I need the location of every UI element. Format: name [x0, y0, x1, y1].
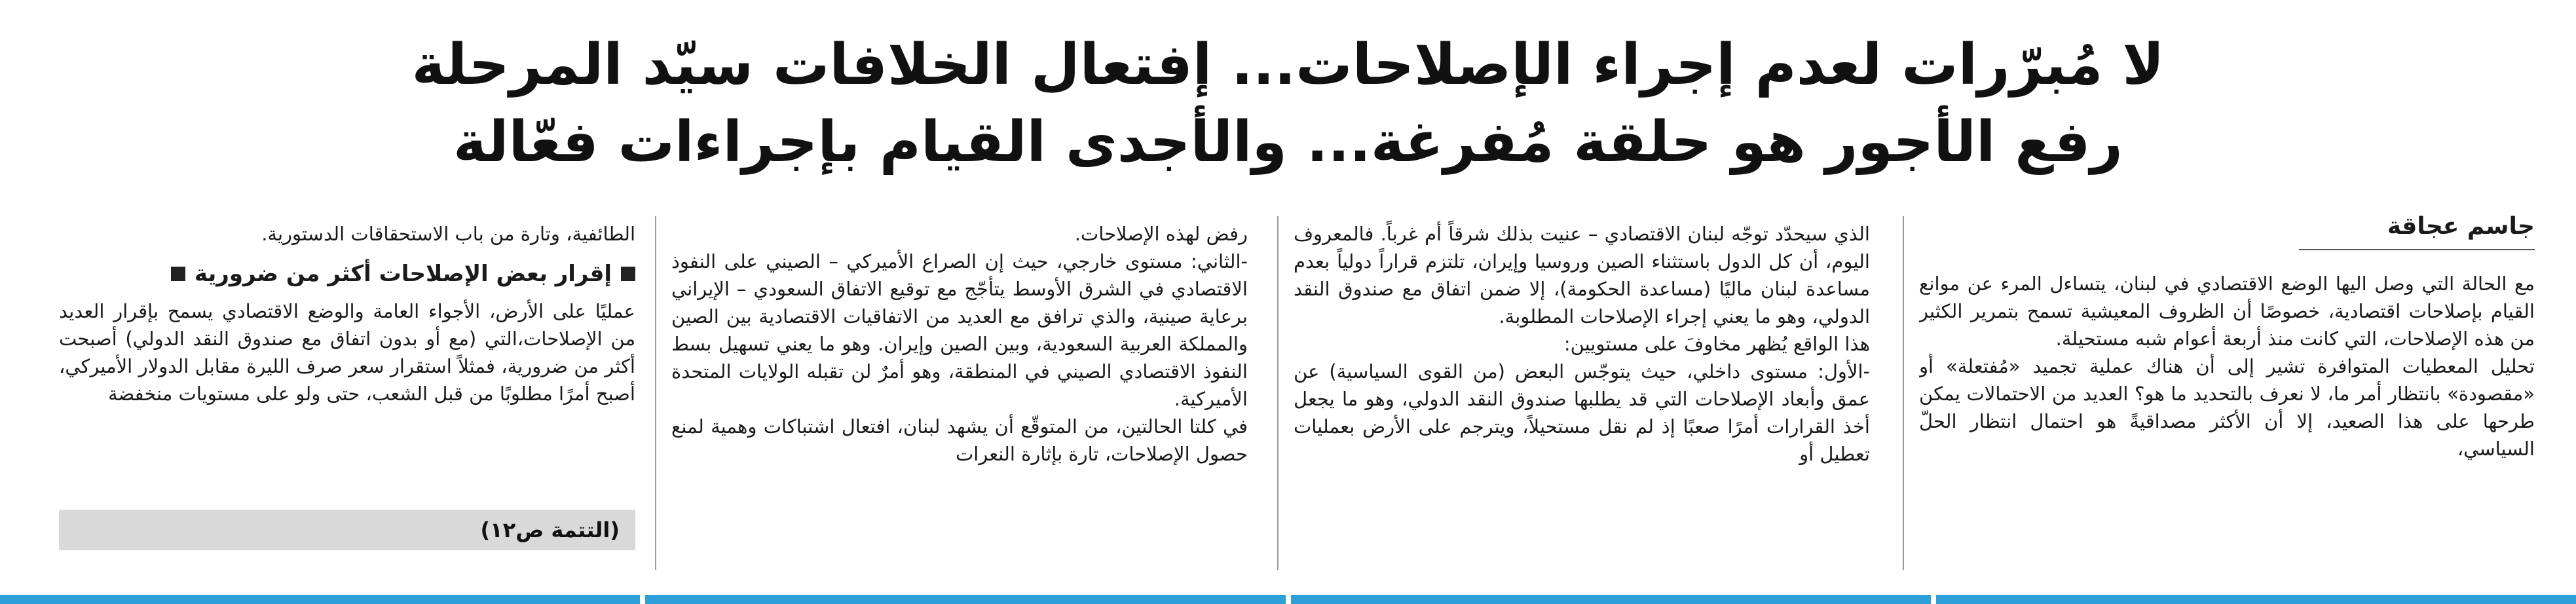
bottom-color-strip [0, 595, 2576, 604]
column-3-paragraph-2: -الثاني: مستوى خارجي، حيث إن الصراع الأميركي – الصيني على النفوذ الاقتصادي في الشرق الأوسط يتأجّج مع توقيع الاتفاق السعودي – الإيراني برعاية صينية، والذي ترافق مع العديد من الاتفاقيات الاقتصادية بين الصين والمملكة العربية السعودية، وبين الصين وإيران. وهو ما يعني تسهيل بسط النفوذ الاقتصادي الصيني في المنطقة، وهو أمرٌ لن تقبله الولايات المتحدة الأميركية. [671, 250, 1248, 410]
column-2-paragraph-1: الذي سيحدّد توجّه لبنان الاقتصادي – عنيت بذلك شرقاً أم غرباً. فالمعروف اليوم، أن كل الدول باستثناء الصين وروسيا وإيران، تلتزم قراراً دولياً بعدم مساعدة لبنان ماليًا (مساعدة الحكومة)، إلا ضمن اتفاق مع صندوق النقد الدولي، وهو ما يعني إجراء الإصلاحات المطلوبة. [1294, 223, 1870, 328]
article-column-3 [671, 220, 1248, 584]
column-1-paragraph-2: تحليل المعطيات المتوافرة تشير إلى أن هناك عملية تجميد «مُفتعلة» أو «مقصودة» بانتظار أمر ما، لا نعرف بالتحديد ما هو؟ العديد من الاحتمالات يمكن طرحها على هذا الصعيد، إلا أن الأكثر مصداقيةً هو احتمال انتظار الحلّ السياسي، [1919, 355, 2535, 460]
column-4-intro: الطائفية، وتارة من باب الاستحقاقات الدستورية. [261, 223, 635, 245]
column-2-paragraph-2: هذا الواقع يُظهر مخاوفَ على مستويين: [1563, 333, 1870, 355]
article-column-1 [1919, 208, 2535, 572]
square-bullet-icon [621, 267, 635, 281]
continuation-text: (التتمة ص١٢) [480, 518, 620, 542]
article-column-2 [1294, 220, 1870, 584]
column-2-paragraph-3: -الأول: مستوى داخلي، حيث يتوجّس البعض (من القوى السياسية) عن عمق وأبعاد الإصلاحات التي قد يطلبها صندوق النقد الدولي، وهو ما يجعل أخذ القرارات أمرًا صعبًا إذ لم نقل مستحيلاً، ويترجم على الأرض بعمليات تعطيل أو [1294, 360, 1870, 465]
column-1-paragraph-1: مع الحالة التي وصل اليها الوضع الاقتصادي في لبنان، يتساءل المرء عن موانع القيام بإصلاحات اقتصادية، خصوصًا أن الظروف المعيشية تسمح بتمرير الكثير من هذه الإصلاحات، التي كانت منذ أربعة أعوام شبه مستحيلة. [1919, 273, 2535, 350]
column-3-paragraph-3: في كلتا الحالتين، من المتوقّع أن يشهد لبنان، افتعال اشتباكات وهمية لمنع حصول الإصلاحات، تارة بإثارة النعرات [671, 415, 1248, 465]
headline-line-2: رفع الأجور هو حلقة مُفرغة... والأجدى القيام بإجراءات فعّالة [453, 109, 2123, 175]
author-byline: جاسم عجاقة [2299, 208, 2535, 250]
headline [111, 26, 2465, 181]
continuation-note [59, 510, 635, 550]
column-3-paragraph-1: رفض لهذه الإصلاحات. [1074, 223, 1248, 245]
column-divider [655, 216, 656, 570]
section-subheading-text: إقرار بعض الإصلاحات أكثر من ضرورية [194, 261, 612, 287]
square-bullet-icon [171, 267, 185, 281]
column-divider [1903, 216, 1904, 570]
column-divider [1277, 216, 1279, 570]
column-4-paragraph: عمليًا على الأرض، الأجواء العامة والوضع الاقتصادي يسمح بإقرار العديد من الإصلاحات،التي (مع أو بدون اتفاق مع صندوق النقد الدولي) أصبحت أكثر من ضرورية، فمثلاً استقرار سعر صرف الليرة مقابل الدولار الأميركي، أصبح أمرًا مطلوبًا من قبل الشعب، حتى ولو على مستويات منخفضة [59, 300, 635, 405]
headline-line-1: لا مُبرّرات لعدم إجراء الإصلاحات... إفتعال الخلافات سيّد المرحلة [411, 32, 2165, 98]
section-subheading [59, 257, 635, 291]
article-column-4 [59, 220, 635, 502]
